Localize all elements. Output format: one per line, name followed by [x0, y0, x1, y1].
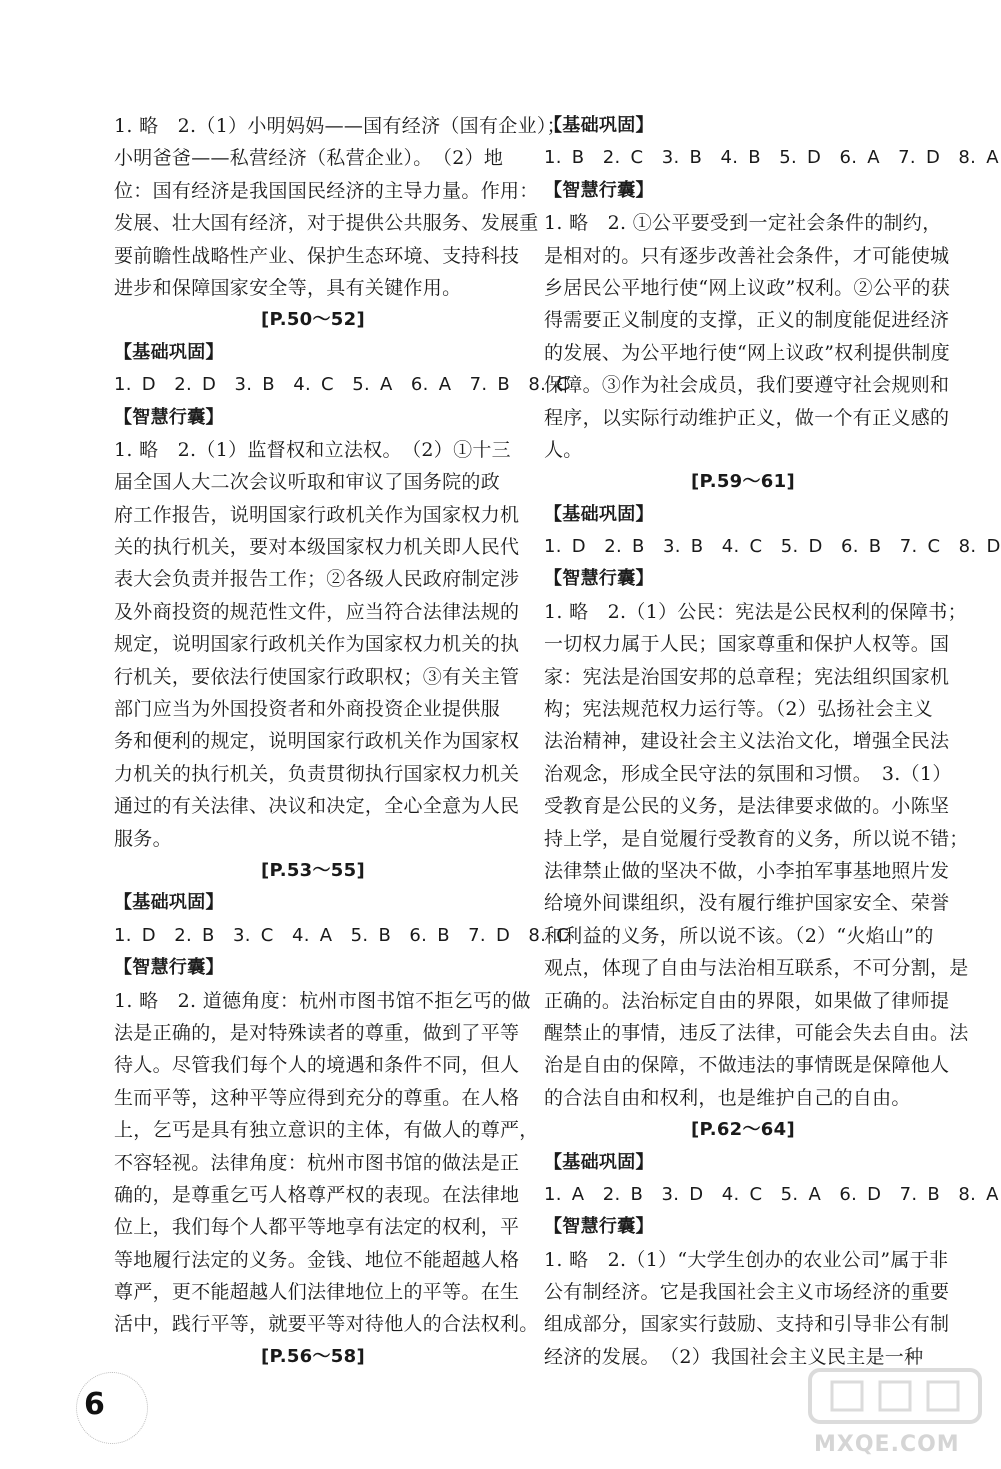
page-number: 6 [84, 1387, 105, 1422]
answer-text-line: 行机关，要依法行使国家行政职权；③有关主管 [114, 665, 520, 688]
answer-text-line: 观点，体现了自由与法治相互联系，不可分割，是 [544, 957, 969, 980]
multiple-choice-answers: 1. D 2. B 3. B 4. C 5. D 6. B 7. C 8. D [544, 536, 1001, 558]
answer-text-line: 得需要正义制度的支撑，正义的制度能促进经济 [544, 309, 950, 332]
answer-text-line: 发展、壮大国有经济，对于提供公共服务、发展重 [114, 212, 539, 235]
answer-text-line: 1. 略 2.（1）公民：宪法是公民权利的保障书； [544, 600, 967, 623]
answer-text-line: 正确的。法治标定自由的界限，如果做了律师提 [544, 989, 950, 1012]
answer-text-line: 通过的有关法律、决议和决定，全心全意为人民 [114, 795, 520, 818]
section-heading: 【基础巩固】 [114, 892, 224, 914]
answer-text-line: 确的，是尊重乞丐人格尊严权的表现。在法律地 [114, 1183, 520, 1206]
answer-text-line: 规定，说明国家行政机关作为国家权力机关的执 [114, 633, 520, 656]
answer-text-line: 生而平等，这种平等应得到充分的尊重。在人格 [114, 1086, 520, 1109]
answer-text-line: 活中，践行平等，就要平等对待他人的合法权利。 [114, 1313, 539, 1336]
answer-text-line: 1. 略 2.（1）监督权和立法权。 （2）①十三 [114, 438, 511, 461]
section-heading: 【智慧行囊】 [544, 568, 654, 590]
section-heading: 【智慧行囊】 [544, 1216, 654, 1238]
answer-text-line: 经济的发展。 （2）我国社会主义民主是一种 [544, 1345, 924, 1368]
answer-text-line: 公有制经济。它是我国社会主义市场经济的重要 [544, 1281, 950, 1304]
answer-text-line: 法治精神，建设社会主义法治文化，增强全民法 [544, 730, 950, 753]
section-heading: 【智慧行囊】 [114, 406, 224, 428]
answer-text-line: 1. 略 2. 道德角度：杭州市图书馆不拒乞丐的做 [114, 989, 531, 1012]
answer-text-line: 构；宪法规范权力运行等。（2）弘扬社会主义 [544, 698, 933, 721]
answer-text-line: 给境外间谍组织，没有履行维护国家安全、荣誉 [544, 892, 950, 915]
answer-text-line: 力机关的执行机关，负责贯彻执行国家权力机关 [114, 762, 520, 785]
answer-text-line: 乡居民公平地行使“网上议政”权利。②公平的获 [544, 276, 951, 299]
answer-text-line: 和利益的义务，所以说不该。（2）“火焰山”的 [544, 924, 934, 947]
answer-text-line: 一切权力属于人民；国家尊重和保护人权等。国 [544, 633, 950, 656]
answer-text-line: 组成部分，国家实行鼓励、支持和引导非公有制 [544, 1313, 950, 1336]
answer-text-line: 部门应当为外国投资者和外商投资企业提供服 [114, 698, 501, 721]
page-range-heading: [P.53～55] [261, 859, 365, 881]
answer-text-line: 人。 [544, 438, 583, 461]
answer-text-line: 1. 略 2.（1）小明妈妈——国有经济（国有企业）； [114, 115, 566, 137]
section-heading: 【智慧行囊】 [544, 179, 654, 201]
page-range-heading: [P.62～64] [691, 1119, 795, 1141]
multiple-choice-answers: 1. B 2. C 3. B 4. B 5. D 6. A 7. D 8. A [544, 147, 999, 169]
section-heading: 【基础巩固】 [114, 341, 224, 363]
answer-text-line: 不容轻视。法律角度：杭州市图书馆的做法是正 [114, 1151, 520, 1174]
answer-text-line: 1. 略 2.（1）“大学生创办的农业公司”属于非 [544, 1248, 949, 1271]
answer-text-line: 法律禁止做的坚决不做，小李拍军事基地照片发 [544, 859, 950, 882]
answer-text-line: 表大会负责并报告工作；②各级人民政府制定涉 [114, 568, 520, 591]
watermark-logo [802, 1360, 992, 1460]
answer-text-line: 位上，我们每个人都平等地享有法定的权利，平 [114, 1216, 520, 1239]
answer-text-line: 及外商投资的规范性文件，应当符合法律法规的 [114, 600, 520, 623]
answer-text-line: 等地履行法定的义务。金钱、地位不能超越人格 [114, 1248, 520, 1271]
section-heading: 【基础巩固】 [544, 1151, 654, 1173]
multiple-choice-answers: 1. D 2. D 3. B 4. C 5. A 6. A 7. B 8. C [114, 374, 570, 396]
answer-text-line: 治观念，形成全民守法的氛围和习惯。 3.（1） [544, 762, 952, 785]
answer-text-line: 受教育是公民的义务，是法律要求做的。小陈坚 [544, 795, 950, 818]
answer-text-line: 持上学，是自觉履行受教育的义务，所以说不错； [544, 827, 969, 850]
answer-text-line: 的合法自由和权利，也是维护自己的自由。 [544, 1086, 911, 1109]
answer-text-line: 小明爸爸——私营经济（私营企业）。 （2）地 [114, 147, 504, 170]
answer-text-line: 保障。③作为社会成员，我们要遵守社会规则和 [544, 374, 950, 397]
answer-text-line: 是相对的。只有逐步改善社会条件，才可能使城 [544, 244, 950, 267]
answer-text-line: 位：国有经济是我国国民经济的主导力量。作用： [114, 179, 539, 202]
answer-text-line: 进步和保障国家安全等，具有关键作用。 [114, 276, 462, 299]
right-column [544, 110, 1001, 1373]
answer-text-line: 程序，以实际行动维护正义，做一个有正义感的 [544, 406, 950, 429]
section-heading: 【基础巩固】 [544, 115, 654, 136]
answer-text-line: 醒禁止的事情，违反了法律，可能会失去自由。法 [544, 1021, 969, 1044]
answer-text-line: 届全国人大二次会议听取和审议了国务院的政 [114, 471, 501, 494]
page-range-heading: [P.56～58] [261, 1345, 365, 1367]
answer-text-line: 府工作报告，说明国家行政机关作为国家权力机 [114, 503, 520, 526]
answer-text-line: 法是正确的，是对特殊读者的尊重，做到了平等 [114, 1021, 520, 1044]
multiple-choice-answers: 1. D 2. B 3. C 4. A 5. B 6. B 7. D 8. C [114, 924, 570, 946]
section-heading: 【智慧行囊】 [114, 957, 224, 979]
page-range-heading: [P.50～52] [261, 309, 365, 331]
answer-text-line: 上，乞丐是具有独立意识的主体，有做人的尊严， [114, 1119, 539, 1142]
answer-text-line: 服务。 [114, 827, 172, 850]
answer-text-line: 尊严，更不能超越人们法律地位上的平等。在生 [114, 1281, 520, 1304]
left-column [114, 110, 570, 1373]
page-range-heading: [P.59～61] [691, 471, 795, 493]
multiple-choice-answers: 1. A 2. B 3. D 4. C 5. A 6. D 7. B 8. A [544, 1183, 999, 1205]
answer-text-line: 务和便利的规定，说明国家行政机关作为国家权 [114, 730, 520, 753]
answer-text-line: 1. 略 2. ①公平要受到一定社会条件的制约， [544, 212, 942, 235]
answer-text-line: 待人。尽管我们每个人的境遇和条件不同，但人 [114, 1054, 520, 1077]
watermark-text: MXQE.COM [814, 1432, 960, 1457]
answer-text-line: 的发展、为公平地行使“网上议政”权利提供制度 [544, 341, 951, 364]
watermark-seal-icon [802, 1360, 992, 1430]
section-heading: 【基础巩固】 [544, 503, 654, 525]
answer-text-line: 家：宪法是治国安邦的总章程；宪法组织国家机 [544, 665, 950, 688]
answer-text-line: 关的执行机关，要对本级国家权力机关即人民代 [114, 536, 520, 559]
answer-text-line: 要前瞻性战略性产业、保护生态环境、支持科技 [114, 244, 520, 267]
answer-text-line: 治是自由的保障，不做违法的事情既是保障他人 [544, 1054, 950, 1077]
